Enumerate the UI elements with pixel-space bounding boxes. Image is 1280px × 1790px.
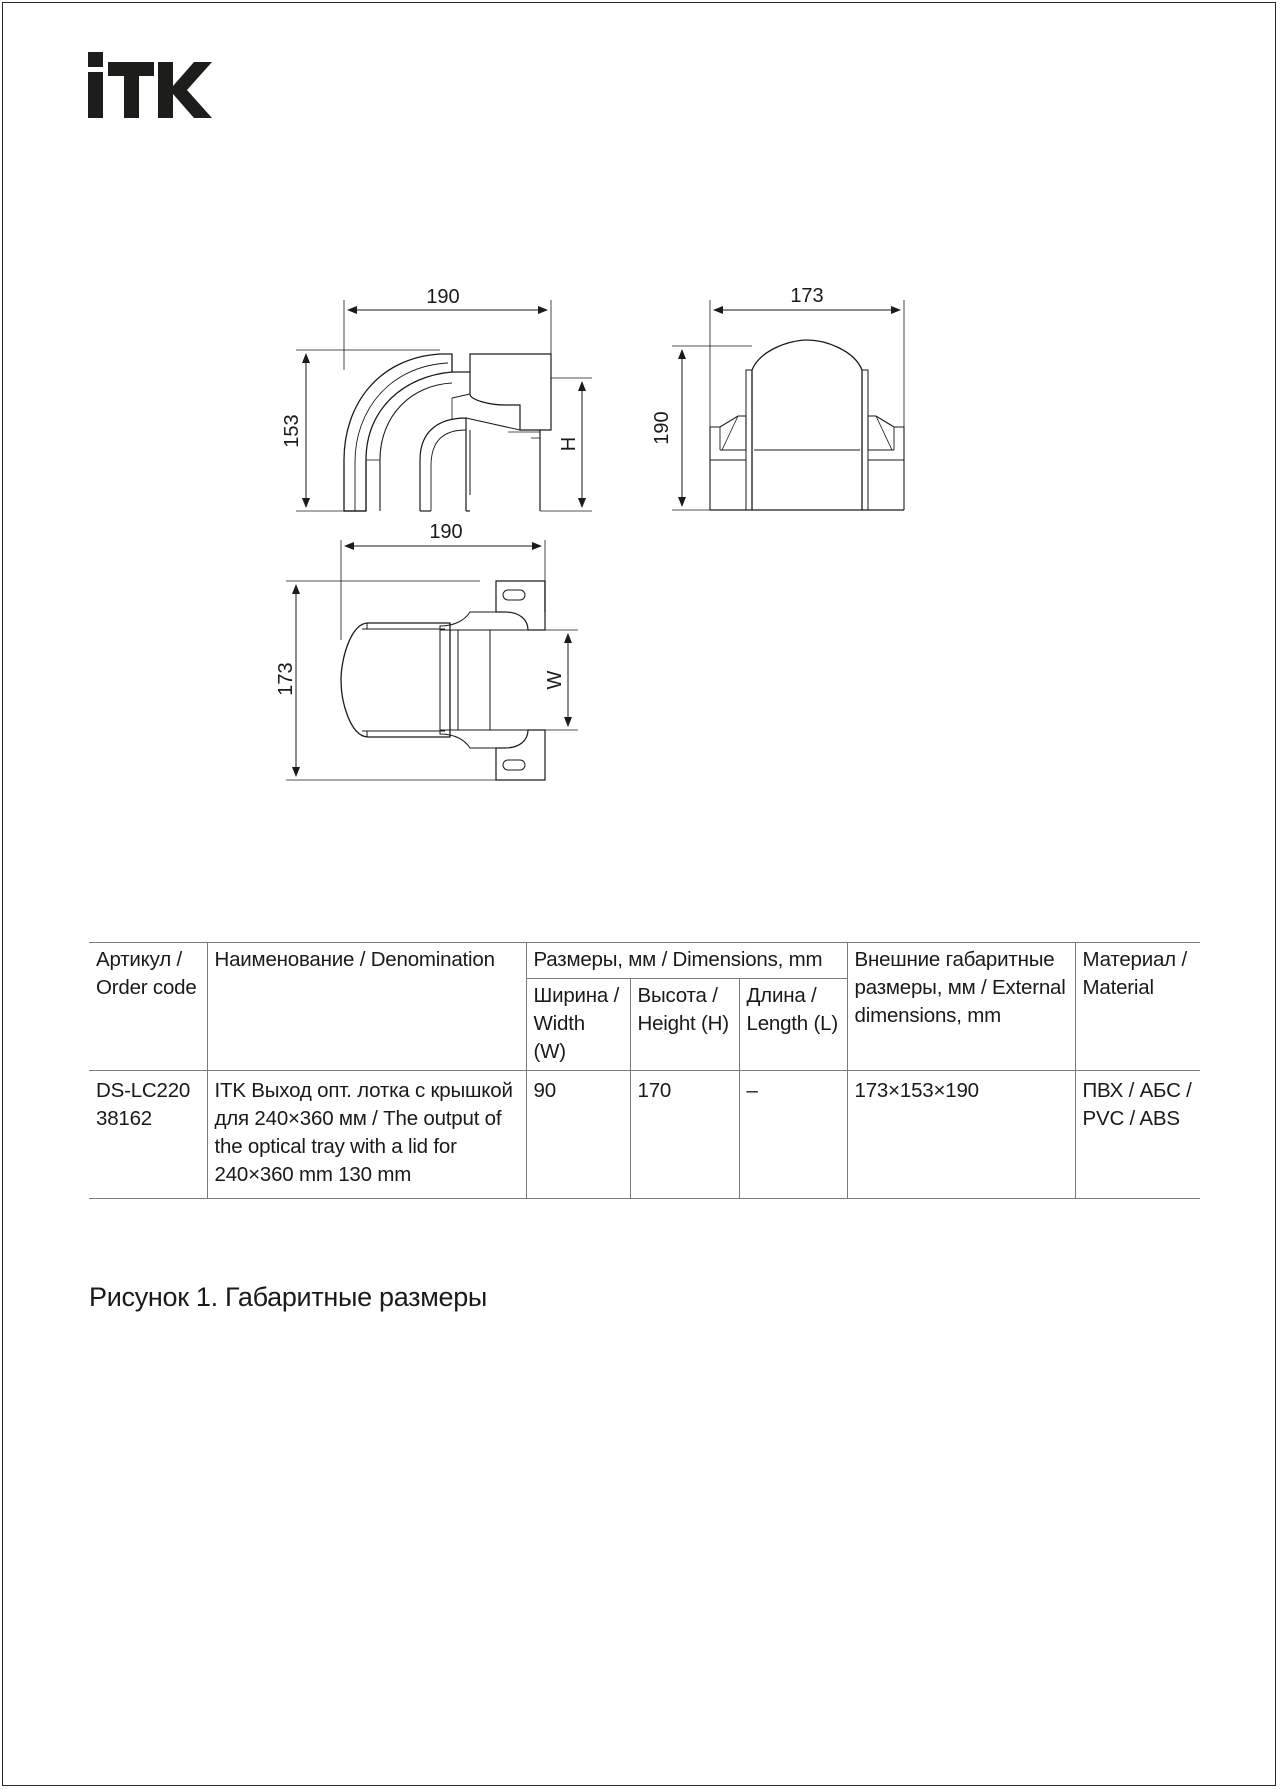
cell-material: ПВХ / АБС / PVC / ABS — [1075, 1071, 1200, 1199]
header-order-code: Артикул / Order code — [89, 943, 207, 1071]
header-width: Ширина / Width (W) — [526, 979, 630, 1071]
table-row — [89, 1071, 1200, 1199]
cell-denomination: ITK Выход опт. лотка с крышкой для 240×360 мм / The output of the optical tray with a lid for 240×360 mm 130 mm — [207, 1071, 526, 1199]
side-width-label: 173 — [790, 285, 824, 307]
dimension-drawings — [0, 0, 1280, 800]
table-header-row — [89, 943, 1200, 979]
top-view — [286, 540, 578, 780]
side-height-label: 190 — [651, 411, 673, 445]
header-material: Материал / Material — [1075, 943, 1200, 1071]
figure-caption: Рисунок 1. Габаритные размеры — [89, 1282, 488, 1312]
header-length: Длина / Length (L) — [739, 979, 847, 1071]
header-height: Высота / Height (H) — [630, 979, 739, 1071]
front-view — [296, 300, 592, 511]
cell-length: – — [739, 1071, 847, 1199]
header-dimensions: Размеры, мм / Dimensions, mm — [526, 943, 847, 979]
cell-order-code: DS-LC22038162 — [89, 1071, 207, 1199]
front-height-label: 153 — [281, 414, 303, 448]
front-h-label: H — [558, 436, 580, 452]
spec-table — [89, 942, 1200, 1199]
front-width-label: 190 — [426, 286, 460, 308]
top-height-label: 173 — [275, 662, 297, 696]
top-w-label: W — [544, 670, 566, 690]
header-external: Внешние габаритные размеры, мм / External dimensions, mm — [847, 943, 1075, 1071]
cell-width: 90 — [526, 1071, 630, 1199]
cell-external: 173×153×190 — [847, 1071, 1075, 1199]
header-denomination: Наименование / Denomination — [207, 943, 526, 1071]
side-view — [672, 300, 904, 510]
top-width-label: 190 — [429, 521, 463, 543]
cell-height: 170 — [630, 1071, 739, 1199]
